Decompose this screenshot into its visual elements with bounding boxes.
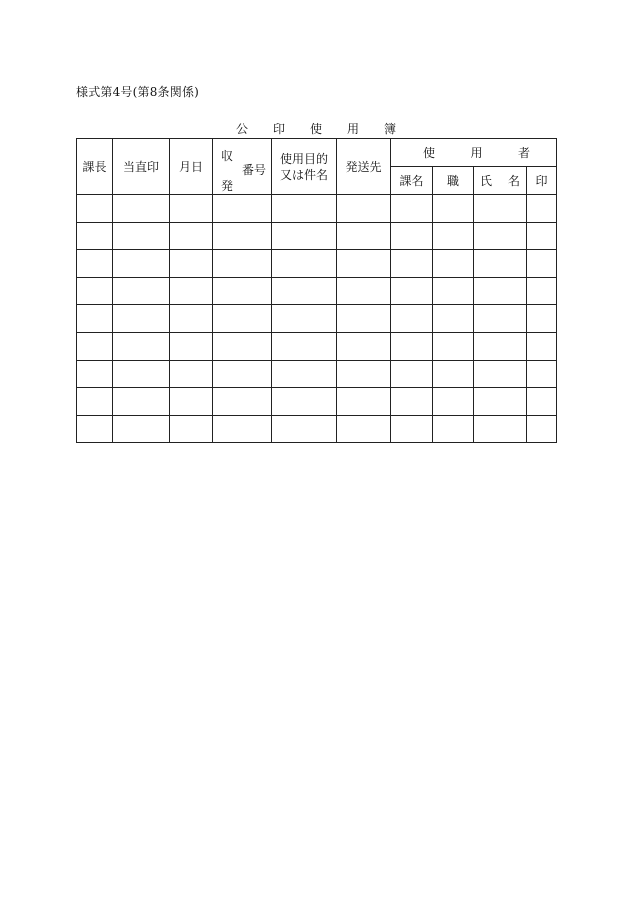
table-cell-kachou: [77, 332, 113, 360]
header-user-char: 者: [518, 146, 531, 160]
table-cell-user-seal: [527, 360, 557, 388]
form-title-char: 簿: [383, 122, 396, 136]
table-cell-user-seal: [527, 222, 557, 250]
header-gappi: 月日: [170, 139, 213, 195]
table-cell-shuhatsu-bangou: [213, 250, 272, 278]
table-cell-user-dept: [391, 195, 433, 223]
table-cell-destination: [337, 222, 391, 250]
table-cell-touchokuin: [113, 332, 170, 360]
header-user-char: 用: [470, 146, 483, 160]
table-row: [77, 360, 557, 388]
table-cell-shuhatsu-bangou: [213, 222, 272, 250]
table-cell-gappi: [170, 250, 213, 278]
table-cell-user-title: [433, 277, 474, 305]
table-cell-user-seal: [527, 332, 557, 360]
table-cell-destination: [337, 277, 391, 305]
table-cell-user-name: [474, 277, 527, 305]
seal-usage-ledger-table: [76, 138, 557, 443]
header-kachou: 課長: [77, 139, 113, 195]
table-cell-touchokuin: [113, 388, 170, 416]
form-title-char: 使: [309, 122, 322, 136]
table-cell-user-title: [433, 305, 474, 333]
table-cell-gappi: [170, 388, 213, 416]
table-cell-shuhatsu-bangou: [213, 277, 272, 305]
table-cell-user-dept: [391, 415, 433, 443]
table-cell-user-title: [433, 222, 474, 250]
table-cell-kachou: [77, 250, 113, 278]
table-cell-user-dept: [391, 305, 433, 333]
table-cell-user-seal: [527, 305, 557, 333]
table-cell-shuhatsu-bangou: [213, 388, 272, 416]
header-user-dept: 課名: [391, 167, 433, 195]
table-cell-destination: [337, 305, 391, 333]
table-cell-user-name: [474, 222, 527, 250]
table-cell-user-title: [433, 415, 474, 443]
header-shuhatsu-bangou: [213, 139, 272, 195]
header-user-name: [474, 167, 527, 195]
table-cell-user-dept: [391, 250, 433, 278]
table-cell-purpose: [272, 305, 337, 333]
table-cell-user-name: [474, 305, 527, 333]
table-cell-kachou: [77, 360, 113, 388]
table-cell-purpose: [272, 250, 337, 278]
header-user-group: [391, 139, 557, 167]
form-title-char: 用: [346, 122, 359, 136]
table-cell-shuhatsu-bangou: [213, 415, 272, 443]
table-cell-kachou: [77, 305, 113, 333]
table-cell-gappi: [170, 332, 213, 360]
table-row: [77, 388, 557, 416]
table-cell-gappi: [170, 195, 213, 223]
table-cell-gappi: [170, 277, 213, 305]
form-title-char: 印: [272, 122, 285, 136]
table-cell-purpose: [272, 332, 337, 360]
table-cell-purpose: [272, 415, 337, 443]
table-cell-user-title: [433, 360, 474, 388]
table-row: [77, 415, 557, 443]
table-cell-purpose: [272, 360, 337, 388]
table-cell-shuhatsu-bangou: [213, 332, 272, 360]
table-cell-touchokuin: [113, 195, 170, 223]
table-row: [77, 332, 557, 360]
form-title: [236, 122, 396, 136]
table-cell-user-name: [474, 415, 527, 443]
table-cell-user-seal: [527, 195, 557, 223]
table-cell-gappi: [170, 360, 213, 388]
table-cell-shuhatsu-bangou: [213, 360, 272, 388]
form-number-label: 様式第4号(第8条関係): [76, 85, 200, 99]
table-cell-user-name: [474, 332, 527, 360]
table-cell-purpose: [272, 195, 337, 223]
header-purpose-line1: 使用目的: [279, 151, 328, 166]
table-row: [77, 250, 557, 278]
table-cell-kachou: [77, 277, 113, 305]
table-cell-touchokuin: [113, 305, 170, 333]
table-cell-gappi: [170, 305, 213, 333]
table-cell-user-title: [433, 195, 474, 223]
table-cell-user-name: [474, 250, 527, 278]
header-user-name-char: 名: [507, 174, 520, 188]
table-cell-touchokuin: [113, 250, 170, 278]
header-purpose-text: [280, 151, 328, 183]
table-cell-user-name: [474, 195, 527, 223]
header-user-title: 職: [433, 167, 474, 195]
table-cell-purpose: [272, 388, 337, 416]
table-row: [77, 305, 557, 333]
table-cell-purpose: [272, 277, 337, 305]
header-shu: 収: [221, 149, 234, 163]
table-cell-user-dept: [391, 277, 433, 305]
header-touchokuin: 当直印: [113, 139, 170, 195]
table-cell-user-dept: [391, 222, 433, 250]
table-cell-user-dept: [391, 332, 433, 360]
table-cell-touchokuin: [113, 360, 170, 388]
table-cell-user-seal: [527, 415, 557, 443]
table-cell-shuhatsu-bangou: [213, 305, 272, 333]
header-user-name-char: 氏: [480, 174, 493, 188]
header-purpose-line2: 又は件名: [279, 167, 328, 182]
table-cell-destination: [337, 388, 391, 416]
table-cell-destination: [337, 250, 391, 278]
header-hatsu: 発: [221, 179, 234, 193]
table-cell-user-dept: [391, 388, 433, 416]
table-cell-user-title: [433, 250, 474, 278]
table-cell-user-title: [433, 332, 474, 360]
table-cell-touchokuin: [113, 277, 170, 305]
table-row: [77, 277, 557, 305]
header-bangou: 番号: [241, 163, 266, 177]
table-cell-destination: [337, 332, 391, 360]
table-cell-kachou: [77, 388, 113, 416]
table-row: [77, 222, 557, 250]
form-title-char: 公: [236, 122, 249, 136]
table-cell-touchokuin: [113, 415, 170, 443]
header-user-char: 使: [423, 146, 436, 160]
table-cell-destination: [337, 415, 391, 443]
table-row: [77, 195, 557, 223]
table-cell-gappi: [170, 222, 213, 250]
table-cell-touchokuin: [113, 222, 170, 250]
table-cell-kachou: [77, 415, 113, 443]
table-cell-shuhatsu-bangou: [213, 195, 272, 223]
table-cell-kachou: [77, 195, 113, 223]
table-cell-gappi: [170, 415, 213, 443]
table-cell-user-title: [433, 388, 474, 416]
table-cell-user-seal: [527, 250, 557, 278]
table-cell-user-seal: [527, 277, 557, 305]
header-purpose: [272, 139, 337, 195]
table-cell-purpose: [272, 222, 337, 250]
header-destination: 発送先: [337, 139, 391, 195]
table-cell-user-name: [474, 388, 527, 416]
table-cell-user-dept: [391, 360, 433, 388]
table-cell-kachou: [77, 222, 113, 250]
table-cell-user-seal: [527, 388, 557, 416]
header-user-seal: 印: [527, 167, 557, 195]
table-cell-destination: [337, 360, 391, 388]
table-cell-user-name: [474, 360, 527, 388]
table-cell-destination: [337, 195, 391, 223]
